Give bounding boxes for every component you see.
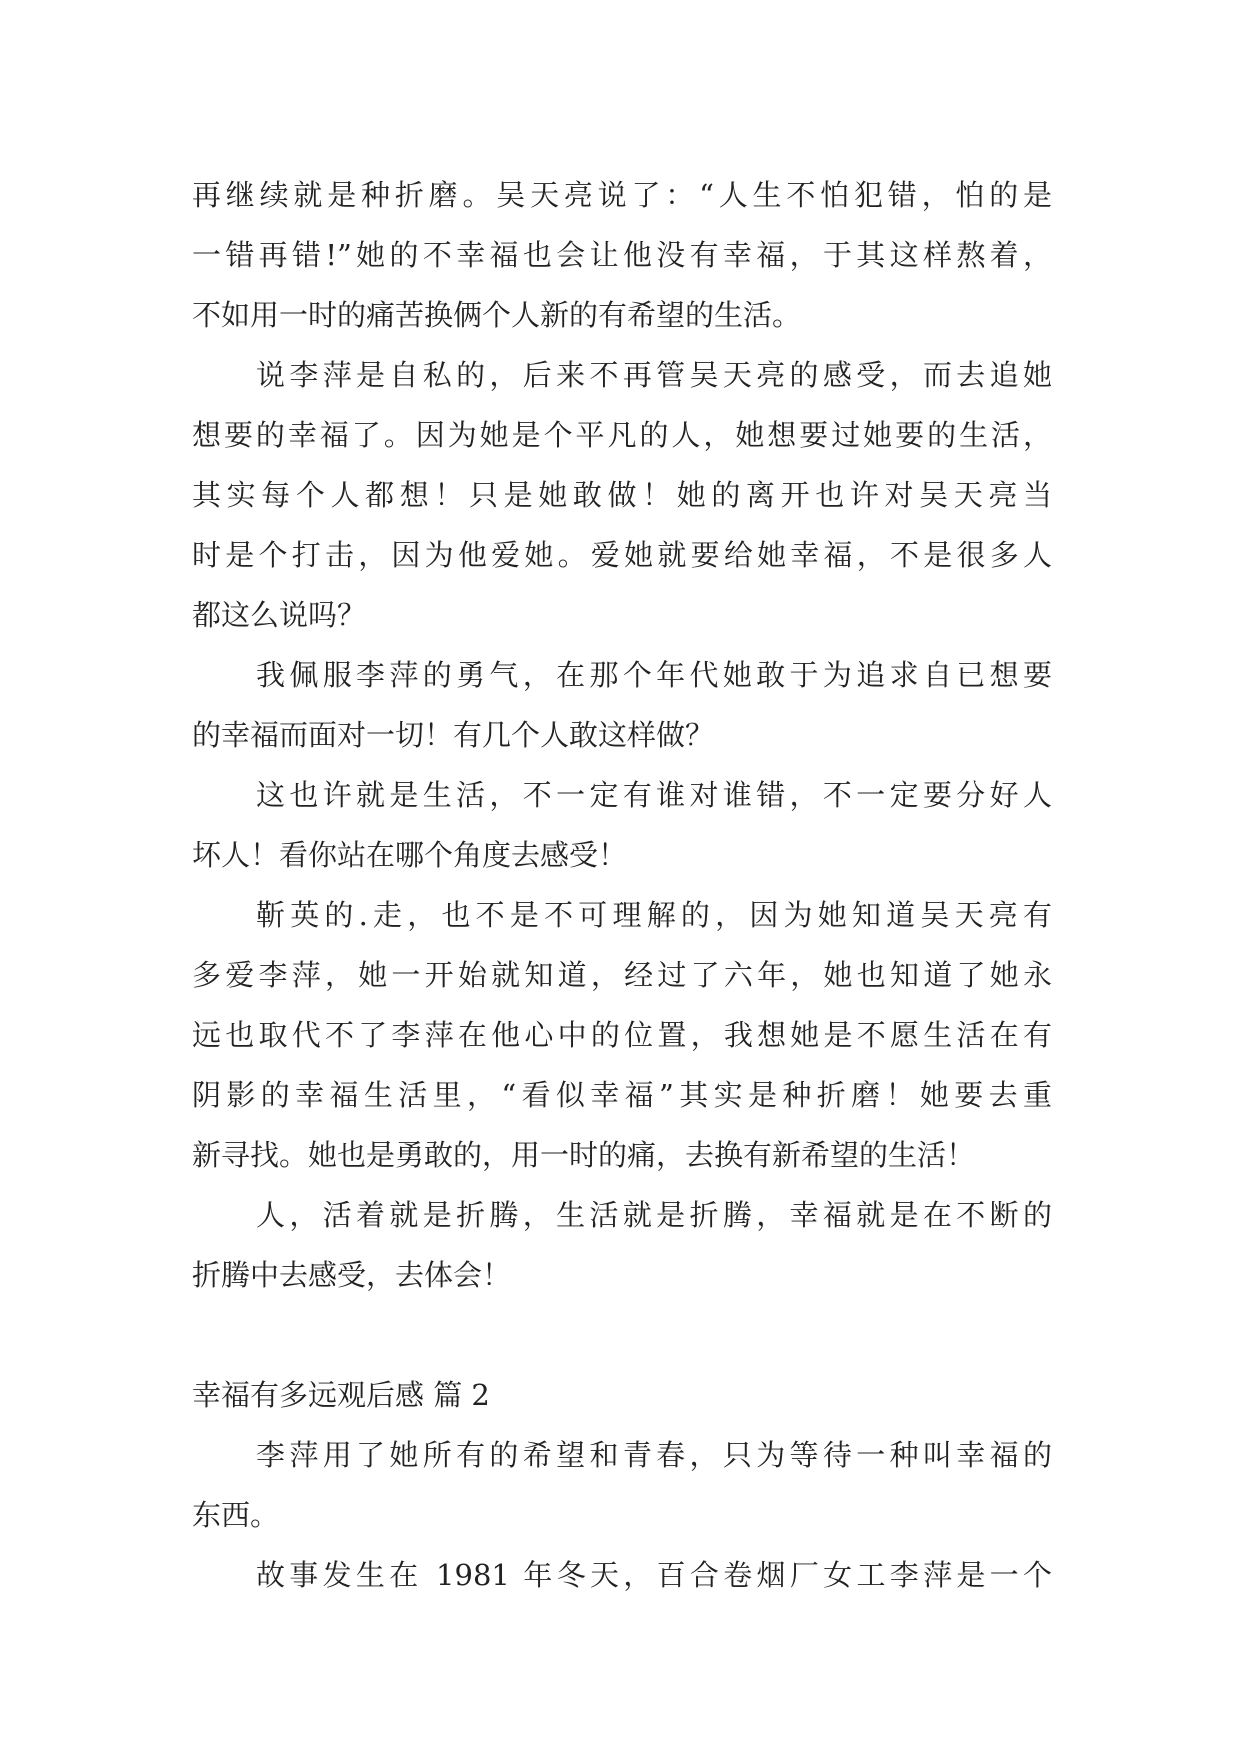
paragraph-line: 远也取代不了李萍在他心中的位置，我想她是不愿生活在有 — [192, 1018, 1052, 1052]
paragraph-line: 都这么说吗？ — [192, 598, 367, 632]
paragraph-line: 想要的幸福了。因为她是个平凡的人，她想要过她要的生活， — [192, 418, 1052, 452]
paragraph-line: 说李萍是自私的，后来不再管吴天亮的感受，而去追她 — [256, 358, 1052, 392]
paragraph-line: 时是个打击，因为他爱她。爱她就要给她幸福，不是很多人 — [192, 538, 1052, 572]
paragraph-line: 其实每个人都想！只是她敢做！她的离开也许对吴天亮当 — [192, 478, 1052, 512]
paragraph-line: 李萍用了她所有的希望和青春，只为等待一种叫幸福的 — [256, 1438, 1052, 1472]
paragraph-line: 这也许就是生活，不一定有谁对谁错，不一定要分好人 — [256, 778, 1052, 812]
paragraph-line: 再继续就是种折磨。吴天亮说了：“人生不怕犯错，怕的是 — [192, 178, 1052, 212]
paragraph-line: 坏人！看你站在哪个角度去感受！ — [192, 838, 628, 872]
paragraph-line: 阴影的幸福生活里，“看似幸福”其实是种折磨！她要去重 — [192, 1078, 1052, 1112]
paragraph-line: 人，活着就是折腾，生活就是折腾，幸福就是在不断的 — [256, 1198, 1052, 1232]
paragraph-line: 东西。 — [192, 1498, 280, 1532]
paragraph-line: 故事发生在 1981 年冬天，百合卷烟厂女工李萍是一个 — [256, 1558, 1052, 1592]
paragraph-line: 一错再错!”她的不幸福也会让他没有幸福，于其这样熬着， — [192, 238, 1052, 272]
paragraph-line: 不如用一时的痛苦换俩个人新的有希望的生活。 — [192, 298, 802, 332]
paragraph-line: 新寻找。她也是勇敢的，用一时的痛，去换有新希望的生活！ — [192, 1138, 976, 1172]
paragraph-line: 我佩服李萍的勇气，在那个年代她敢于为追求自已想要 — [256, 658, 1052, 692]
paragraph-line: 多爱李萍，她一开始就知道，经过了六年，她也知道了她永 — [192, 958, 1052, 992]
document-page — [192, 165, 1052, 1605]
paragraph-line: 的幸福而面对一切！有几个人敢这样做？ — [192, 718, 715, 752]
section-spacer — [192, 1305, 1052, 1365]
section-heading: 幸福有多远观后感 篇 2 — [192, 1378, 490, 1412]
paragraph-line: 折腾中去感受，去体会！ — [192, 1258, 512, 1292]
paragraph-line: 靳英的.走，也不是不可理解的，因为她知道吴天亮有 — [256, 898, 1052, 932]
